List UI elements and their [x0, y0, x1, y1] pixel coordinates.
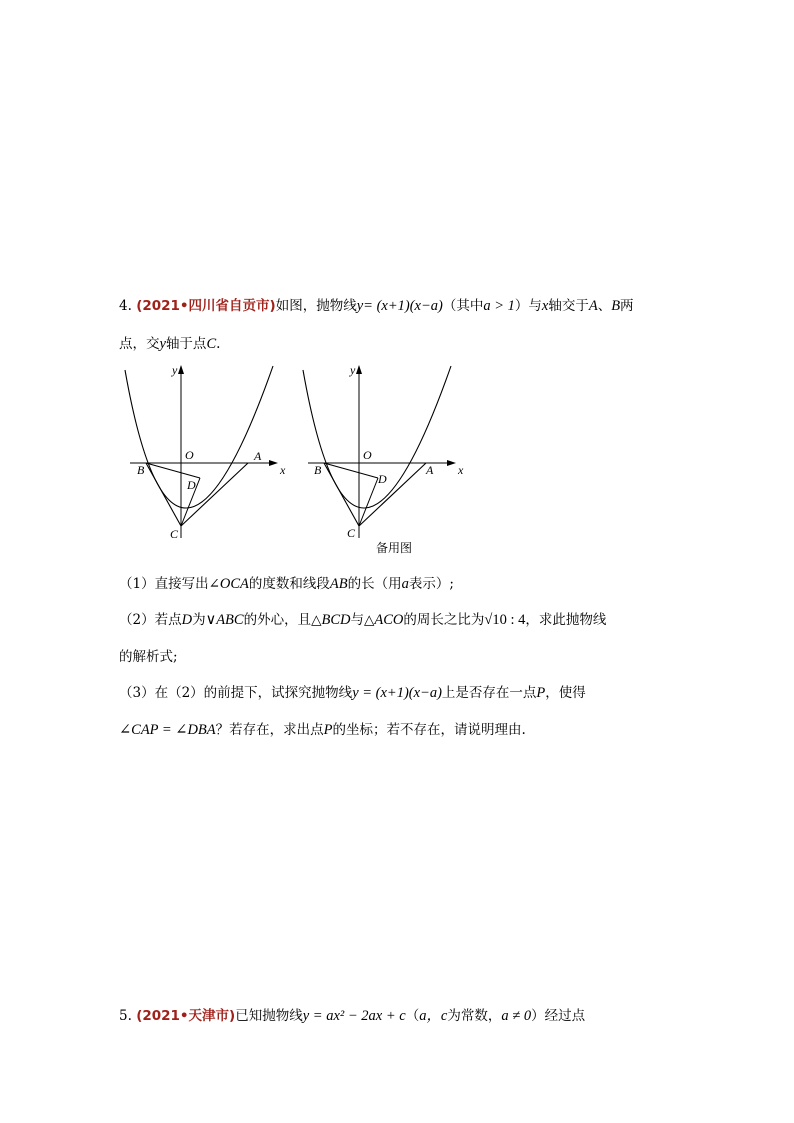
label-b: B [314, 463, 322, 477]
label-y: y [172, 363, 178, 377]
equation: y = (x+1)(x−a) [352, 685, 442, 701]
angle-oca: OCA [219, 576, 249, 592]
q5-text: （ [405, 1008, 420, 1024]
point-p: P [536, 685, 546, 701]
q4-text: ？若存在，求出点 [215, 722, 324, 738]
segment-ac [359, 463, 426, 526]
q4-part-3-cont [119, 718, 526, 739]
parabola [125, 366, 273, 508]
figure-1 [118, 362, 290, 548]
q4-text: 轴交于 [548, 298, 589, 314]
ratio: √10 : 4 [484, 612, 526, 628]
q4-text: 的度数和线段 [248, 576, 330, 592]
label-b: B [137, 463, 145, 477]
q4-text: ，求此抛物线 [525, 612, 607, 628]
q4-text: 、 [597, 298, 612, 314]
q4-text: 与△ [350, 612, 375, 628]
q4-point-a: A [588, 298, 598, 314]
q4-text: 如图，抛物线 [275, 298, 357, 314]
q4-number: 4. [119, 298, 132, 314]
q4-text: 表示）; [408, 576, 454, 592]
y-axis-arrow-icon [356, 365, 362, 374]
figure-caption: 备用图 [376, 541, 413, 555]
segment-ab: AB [329, 576, 348, 592]
q4-text: 两 [620, 298, 634, 314]
q4-text: 的长（用 [347, 576, 402, 592]
triangle-aco: ACO [374, 612, 404, 628]
segment-bd [324, 463, 378, 478]
q4-point-c: C [206, 336, 217, 352]
segment-ac [181, 463, 248, 526]
label-x: x [458, 463, 464, 477]
q4-line-1 [119, 294, 634, 315]
q4-text: ）与 [514, 298, 542, 314]
label-x: x [280, 463, 286, 477]
q4-text: 轴于点 [165, 336, 207, 352]
figure-2 [296, 362, 468, 558]
label-d: D [378, 472, 387, 486]
q4-part-2-cont [119, 645, 178, 665]
q5-text: ）经过点 [531, 1008, 586, 1024]
q4-part-1 [119, 572, 454, 593]
segment-bd [146, 463, 200, 478]
q5-number: 5. [119, 1008, 132, 1024]
q4-text: 为 [192, 612, 206, 628]
q5-vars: a，c [419, 1008, 448, 1024]
q4-equation: = (x+1)(x−a) [363, 298, 443, 314]
q4-condition: a > 1 [483, 298, 515, 314]
label-o: O [363, 448, 372, 462]
segment-cd [359, 478, 378, 526]
y-axis-arrow-icon [178, 365, 184, 374]
point-p: P [323, 722, 333, 738]
q5-text: 为常数， [447, 1008, 502, 1024]
q4-text: 的周长之比为 [403, 612, 485, 628]
var-a: a [401, 576, 409, 592]
q4-part-2 [119, 608, 606, 629]
q4-point-b: B [611, 298, 621, 314]
label-o: O [185, 448, 194, 462]
q4-text: ，使得 [545, 685, 586, 701]
x-axis-arrow-icon [269, 460, 278, 466]
q5-source: (2021•天津市) [136, 1008, 236, 1024]
q4-text: （2）若点 [119, 612, 182, 628]
q5-line-1 [119, 1004, 585, 1025]
q4-text: （1）直接写出∠ [119, 576, 220, 592]
label-d: D [187, 478, 196, 492]
segment-bc [146, 463, 181, 526]
label-a: A [426, 463, 434, 477]
q4-text: 的解析式; [119, 649, 178, 665]
q4-text: 的坐标；若不存在，请说明理由. [332, 722, 526, 738]
q4-y-var: y [159, 336, 166, 352]
triangle-abc: ∨ABC [205, 612, 244, 628]
q4-text: （其中 [442, 298, 484, 314]
q4-text: 上是否存在一点 [441, 685, 537, 701]
triangle-bcd: BCD [321, 612, 351, 628]
x-axis-arrow-icon [447, 460, 456, 466]
q4-eq-y: y [356, 298, 364, 314]
label-c: C [170, 527, 179, 541]
label-a: A [254, 449, 262, 463]
parabola [303, 366, 451, 508]
q4-text: 点，交 [119, 336, 160, 352]
q4-text: （3）在（2）的前提下，试探究抛物线 [119, 685, 353, 701]
label-y: y [350, 363, 356, 377]
q4-source: (2021•四川省自贡市) [136, 298, 276, 314]
q4-x-var: x [541, 298, 549, 314]
q4-text: 的外心，且△ [243, 612, 322, 628]
q5-equation: y = ax² − 2ax + c [302, 1008, 406, 1024]
q4-text: . [216, 336, 221, 352]
q5-condition: a ≠ 0 [501, 1008, 532, 1024]
q5-text: 已知抛物线 [235, 1008, 303, 1024]
point-d: D [181, 612, 193, 628]
q4-part-3 [119, 681, 586, 702]
angle-equation: ∠CAP = ∠DBA [119, 722, 216, 738]
q4-line-2 [119, 332, 220, 353]
segment-bc [324, 463, 359, 526]
label-c: C [347, 526, 356, 540]
